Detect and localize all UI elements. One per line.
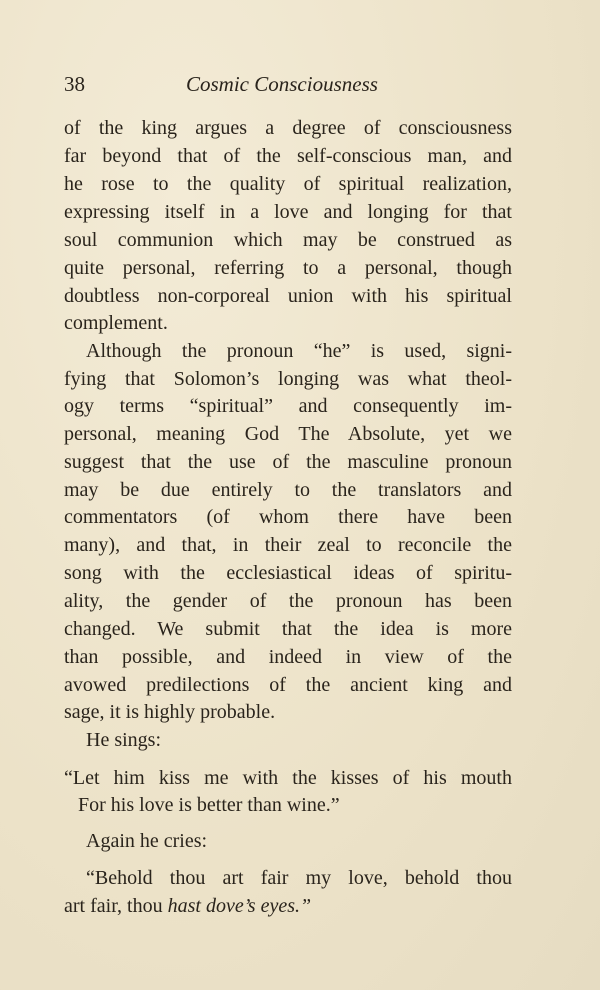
text-line: soul communion which may be construed as bbox=[64, 229, 512, 251]
quote-line: “Let him kiss me with the kisses of his mouth bbox=[64, 767, 512, 789]
quote-italic-text: hast dove’s eyes.” bbox=[167, 895, 312, 917]
text-line: ality, the gender of the pronoun has been bbox=[64, 590, 512, 612]
again-line: Again he cries: bbox=[86, 830, 208, 852]
quote-text: art fair, thou bbox=[64, 895, 168, 917]
text-line: many), and that, in their zeal to reconcile the bbox=[64, 534, 512, 556]
text-line: personal, meaning God The Absolute, yet we bbox=[64, 423, 512, 445]
quote-line: “Behold thou art fair my love, behold thou bbox=[86, 867, 512, 889]
running-title: Cosmic Consciousness bbox=[186, 72, 378, 96]
text-line: Although the pronoun “he” is used, signi- bbox=[86, 340, 512, 362]
text-line: commentators (of whom there have been bbox=[64, 506, 512, 528]
text-line: sage, it is highly probable. bbox=[64, 701, 276, 723]
text-line: changed. We submit that the idea is more bbox=[64, 618, 512, 640]
text-line: than possible, and indeed in view of the bbox=[64, 646, 512, 668]
text-line: quite personal, referring to a personal, though bbox=[64, 257, 512, 279]
text-line: far beyond that of the self-conscious man, and bbox=[64, 145, 512, 167]
text-line: doubtless non-corporeal union with his spiritual bbox=[64, 285, 512, 307]
text-line: of the king argues a degree of consciousness bbox=[64, 117, 512, 139]
text-line: fying that Solomon’s longing was what theol- bbox=[64, 368, 512, 390]
he-sings-line: He sings: bbox=[86, 729, 161, 751]
text-line: song with the ecclesiastical ideas of spiritu- bbox=[64, 562, 512, 584]
text-line: may be due entirely to the translators and bbox=[64, 479, 512, 501]
text-line: suggest that the use of the masculine pronoun bbox=[64, 451, 512, 473]
text-line: ogy terms “spiritual” and consequently im- bbox=[64, 395, 512, 417]
text-line: avowed predilections of the ancient king and bbox=[64, 674, 512, 696]
text-line: he rose to the quality of spiritual realization, bbox=[64, 173, 512, 195]
page-number: 38 bbox=[64, 72, 85, 96]
quote-line: For his love is better than wine.” bbox=[78, 794, 340, 816]
text-line: complement. bbox=[64, 312, 168, 334]
quote-line bbox=[64, 894, 512, 918]
text-line: expressing itself in a love and longing for that bbox=[64, 201, 512, 223]
